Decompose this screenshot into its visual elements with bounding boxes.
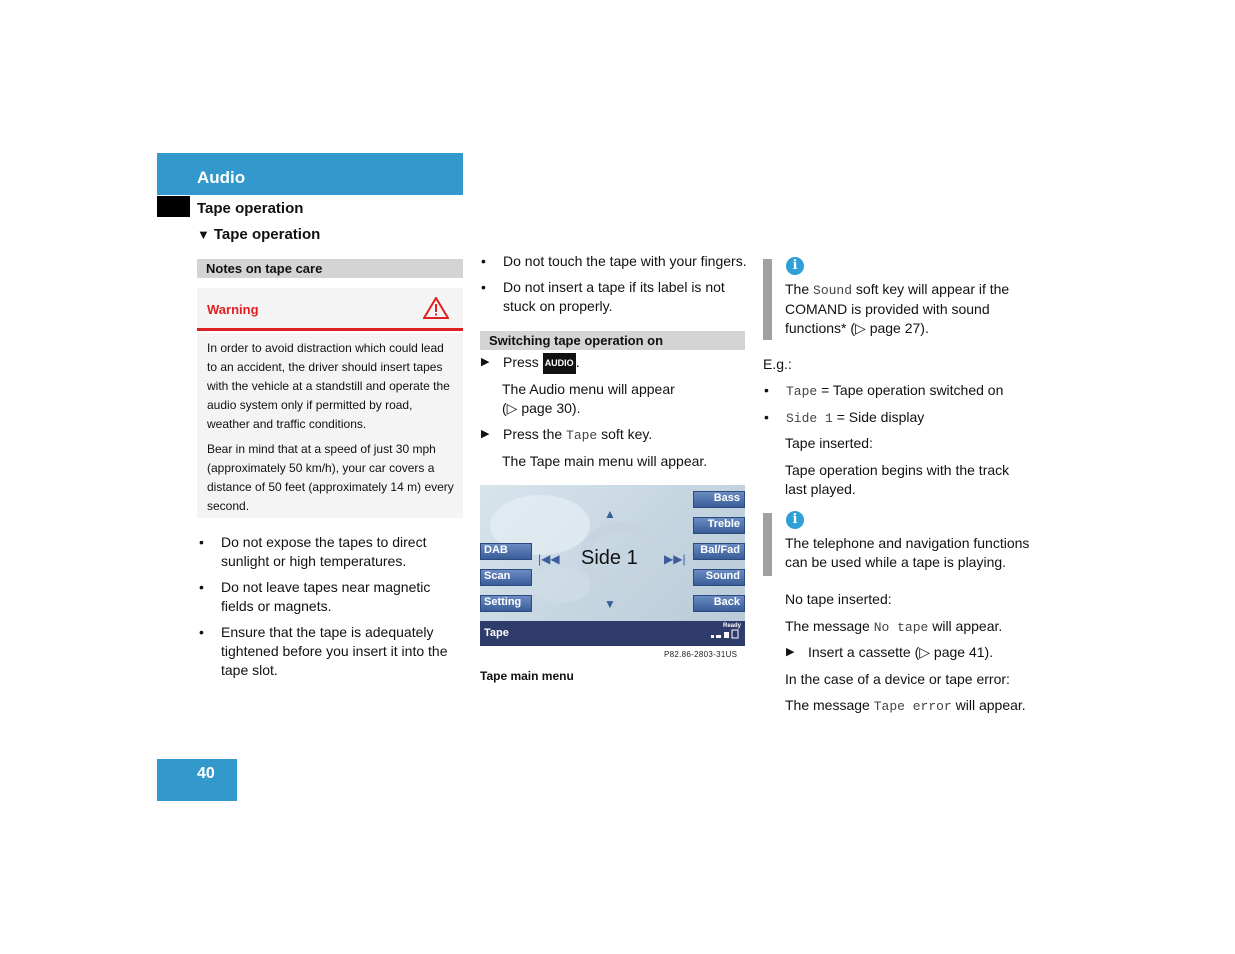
info-note: The Sound soft key will appear if the COMAND is provided with sound functions* (▷ page 27).	[785, 281, 1010, 336]
info-bar	[763, 259, 772, 340]
info-icon: i	[786, 511, 804, 529]
list-item: • Do not insert a tape if its label is not stuck on properly.	[481, 279, 725, 314]
skip-back-icon[interactable]: |◀◀	[538, 552, 560, 566]
arrow-right-icon: ▶	[481, 356, 490, 368]
notes-heading: Notes on tape care	[197, 259, 463, 278]
figure-caption: Tape main menu	[480, 669, 574, 683]
list-item: • Do not leave tapes near magnetic fields or magnets.	[199, 579, 431, 614]
instruction-step: ▶ Insert a cassette (▷ page 41).	[786, 644, 994, 660]
no-tape-message: The message No tape will appear.	[785, 618, 1003, 635]
warning-title: Warning	[207, 302, 259, 317]
warning-paragraph: Bear in mind that at a speed of just 30 mph (approximately 50 km/h), your car covers a distance of 50 feet (approximately 14 m) every second.	[207, 442, 454, 513]
warning-body	[197, 333, 463, 518]
example-label: E.g.:	[763, 356, 792, 372]
screen-status-bar	[480, 621, 745, 646]
instruction-step: ▶ Press AUDIO .	[481, 353, 745, 373]
info-icon: i	[786, 257, 804, 275]
list-item: • Ensure that the tape is adequately tightened before you insert it into the tape slot.	[199, 624, 448, 678]
tape-inserted-label: Tape inserted:	[785, 435, 873, 451]
softkey-setting[interactable]: Setting	[480, 595, 532, 612]
softkey-dab[interactable]: DAB	[480, 543, 532, 560]
softkey-back[interactable]: Back	[693, 595, 745, 612]
softkey-bass[interactable]: Bass	[693, 491, 745, 508]
figure-code: P82.86-2803-31US	[664, 650, 738, 659]
softkey-bal-fad[interactable]: Bal/Fad	[693, 543, 745, 560]
tape-label: Tape	[484, 627, 509, 639]
warning-triangle-icon	[423, 297, 449, 319]
switching-heading: Switching tape operation on	[480, 331, 745, 350]
list-item: • Tape = Tape operation switched on	[764, 382, 1004, 399]
arrow-up-icon[interactable]: ▲	[604, 507, 616, 521]
section-title-text: Tape operation	[213, 226, 321, 243]
page-number: 40	[157, 759, 237, 801]
tape-softkey-name: Tape	[566, 428, 598, 443]
warning-header	[197, 288, 463, 331]
section-title	[197, 226, 320, 243]
list-item: • Do not expose the tapes to direct sunlight or high temperatures.	[199, 534, 427, 569]
signal-icon	[711, 629, 741, 639]
softkey-sound[interactable]: Sound	[693, 569, 745, 586]
result-text: The Tape main menu will appear.	[502, 453, 708, 469]
list-item: • Side 1 = Side display	[764, 409, 925, 426]
softkey-scan[interactable]: Scan	[480, 569, 532, 586]
ready-indicator: Ready	[711, 623, 741, 641]
triangle-down-icon: ▼	[197, 227, 210, 242]
device-error-label: In the case of a device or tape error:	[785, 671, 1010, 687]
arrow-right-icon: ▶	[481, 428, 490, 440]
chapter-subtitle: Tape operation	[197, 200, 304, 217]
audio-key-icon: AUDIO	[543, 353, 576, 374]
tape-begins-text: Tape operation begins with the track last played.	[785, 462, 1010, 497]
warning-paragraph: In order to avoid distraction which could lead to an accident, the driver should insert tapes with the vehicle at a standstill and operate the audio system only if permitted by road, weather and traffic conditions.	[207, 341, 450, 431]
skip-forward-icon[interactable]: ▶▶|	[664, 552, 686, 566]
side-display: Side 1	[581, 547, 638, 569]
tape-screen	[480, 485, 745, 646]
result-text: The Audio menu will appear (▷ page 30).	[502, 381, 675, 416]
arrow-right-icon: ▶	[786, 646, 795, 658]
info-bar	[763, 513, 772, 576]
list-item: • Do not touch the tape with your fingers.	[481, 253, 747, 269]
tape-error-message: The message Tape error will appear.	[785, 697, 1026, 714]
arrow-down-icon[interactable]: ▼	[604, 597, 616, 611]
chapter-title: Audio	[197, 168, 246, 187]
softkey-treble[interactable]: Treble	[693, 517, 745, 534]
info-note: The telephone and navigation functions can be used while a tape is playing.	[785, 535, 1030, 570]
no-tape-label: No tape inserted:	[785, 591, 892, 607]
chapter-marker	[157, 196, 190, 217]
instruction-step: ▶ Press the Tape soft key.	[481, 426, 653, 443]
